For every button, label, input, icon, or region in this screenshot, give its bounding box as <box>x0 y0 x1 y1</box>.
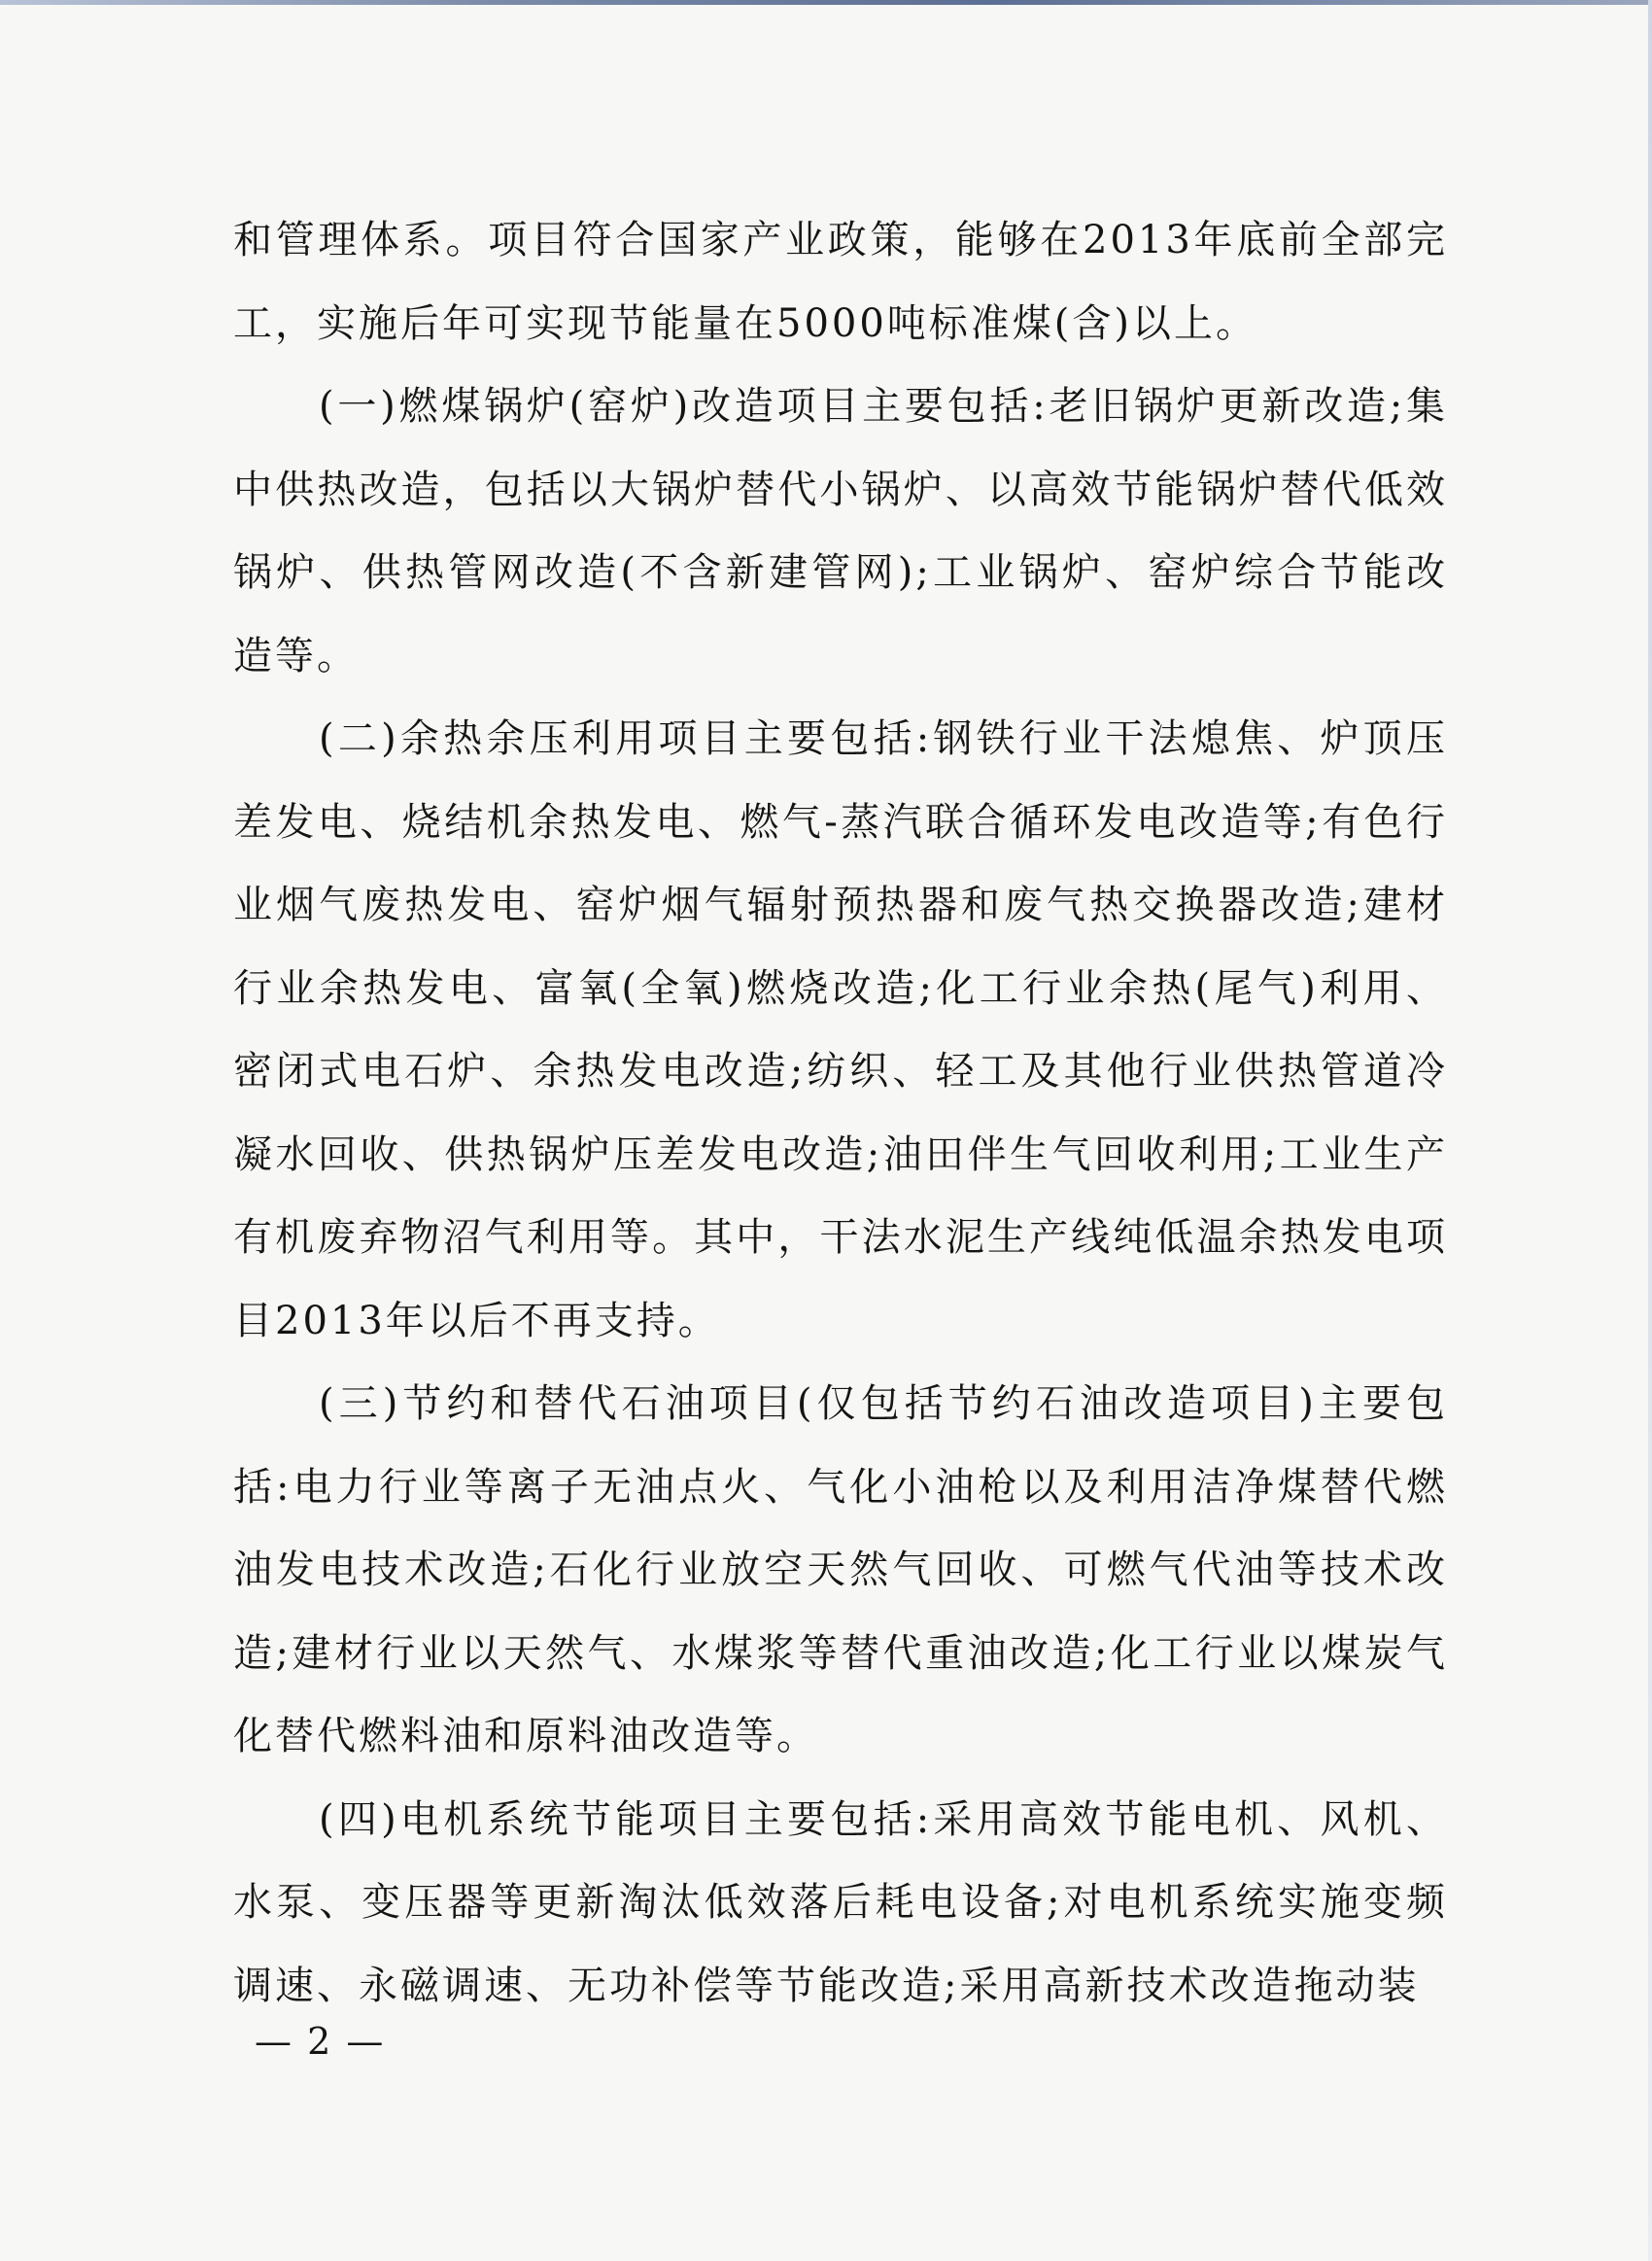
paragraph-oil-saving: (三)节约和替代石油项目(仅包括节约石油改造项目)主要包括:电力行业等离子无油点火、气化小油枪以及利用洁净煤替代燃油发电技术改造;石化行业放空天然气回收、可燃气代油等技术改造;建材行业以天然气、水煤浆等替代重油改造;化工行业以煤炭气化替代燃料油和原料油改造等。 <box>233 1381 1448 1758</box>
paragraph-waste-heat: (二)余热余压利用项目主要包括:钢铁行业干法熄焦、炉顶压差发电、烧结机余热发电、燃气-蒸汽联合循环发电改造等;有色行业烟气废热发电、窑炉烟气辐射预热器和废气热交换器改造;建材行业余热发电、富氧(全氧)燃烧改造;化工行业余热(尾气)利用、密闭式电石炉、余热发电改造;纺织、轻工及其他行业供热管道冷凝水回收、供热锅炉压差发电改造;油田伴生气回收利用;工业生产有机废弃物沼气利用等。其中，干法水泥生产线纯低温余热发电项目2013年以后不再支持。 <box>233 716 1448 1343</box>
paragraph-coal-boiler: (一)燃煤锅炉(窑炉)改造项目主要包括:老旧锅炉更新改造;集中供热改造，包括以大锅炉替代小锅炉、以高效节能锅炉替代低效锅炉、供热管网改造(不含新建管网);工业锅炉、窑炉综合节能改造等。 <box>233 384 1448 678</box>
scan-right-edge <box>1648 0 1652 2261</box>
paragraph-intro: 和管理体系。项目符合国家产业政策，能够在2013年底前全部完工，实施后年可实现节能量在5000吨标准煤(含)以上。 <box>233 218 1448 346</box>
paragraph-motor-system: (四)电机系统节能项目主要包括:采用高效节能电机、风机、水泵、变压器等更新淘汰低效落后耗电设备;对电机系统实施变频调速、永磁调速、无功补偿等节能改造;采用高新技术改造拖动装 <box>233 1796 1448 2008</box>
scan-top-edge <box>0 0 1652 5</box>
page-number: — 2 — <box>255 2020 386 2063</box>
document-body <box>233 199 1448 2028</box>
